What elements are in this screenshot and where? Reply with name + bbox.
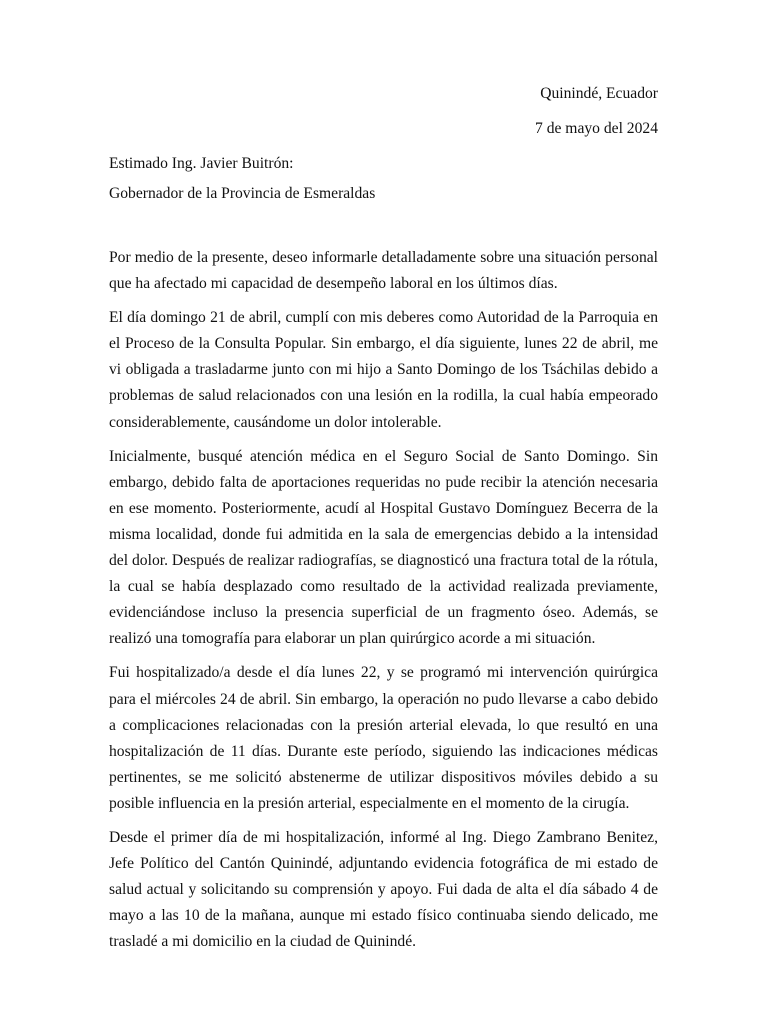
paragraph-medical-attention: Inicialmente, busqué atención médica en el Seguro Social de Santo Domingo. Sin embargo, debido falta de aportaciones requeridas no pude recibir la atención necesaria en ese momento. Posteriormente, acudí al Hospital Gustavo Domínguez Becerra de la misma localidad, donde fui admitida en la sala de emergencias debido a la intensidad del dolor. Después de realizar radiografías, se diagnosticó una fractura total de la rótula, la cual se había desplazado como resultado de la actividad realizada previamente, evidenciándose incluso la presencia superficial de un fragmento óseo. Además, se realizó una tomografía para elaborar un plan quirúrgico acorde a mi situación. <box>109 447 658 648</box>
letter-body <box>109 245 658 963</box>
recipient-position: Gobernador de la Provincia de Esmeraldas <box>109 185 376 202</box>
paragraph-notification: Desde el primer día de mi hospitalización, informé al Ing. Diego Zambrano Benitez, Jefe Político del Cantón Quinindé, adjuntando evidencia fotográfica de mi estado de salud actual y solicitando su comprensión y apoyo. Fui dada de alta el día sábado 4 de mayo a las 10 de la mañana, aunque mi estado físico continuaba siendo delicado, me trasladé a mi domicilio en la ciudad de Quinindé. <box>109 828 658 951</box>
letter-date: 7 de mayo del 2024 <box>535 120 658 137</box>
letter-place: Quinindé, Ecuador <box>540 85 658 102</box>
paragraph-intro: Por medio de la presente, deseo informarle detalladamente sobre una situación personal que ha afectado mi capacidad de desempeño laboral en los últimos días. <box>109 249 658 293</box>
letter-salutation: Estimado Ing. Javier Buitrón: <box>109 155 294 172</box>
paragraph-april-21: El día domingo 21 de abril, cumplí con mis deberes como Autoridad de la Parroquia en el Proceso de la Consulta Popular. Sin embargo, el día siguiente, lunes 22 de abril, me vi obligada a trasladarme junto con mi hijo a Santo Domingo de los Tsáchilas debido a problemas de salud relacionados con una lesión en la rodilla, la cual había empeorado considerablemente, causándome un dolor intolerable. <box>109 309 658 431</box>
paragraph-hospitalization: Fui hospitalizado/a desde el día lunes 22, y se programó mi intervención quirúrgica para el miércoles 24 de abril. Sin embargo, la operación no pudo llevarse a cabo debido a complicaciones relacionadas con la presión arterial elevada, lo que resultó en una hospitalización de 11 días. Durante este período, siguiendo las indicaciones médicas pertinentes, se me solicitó abstenerme de utilizar dispositivos móviles debido a su posible influencia en la presión arterial, especialmente en el momento de la cirugía. <box>109 664 658 812</box>
